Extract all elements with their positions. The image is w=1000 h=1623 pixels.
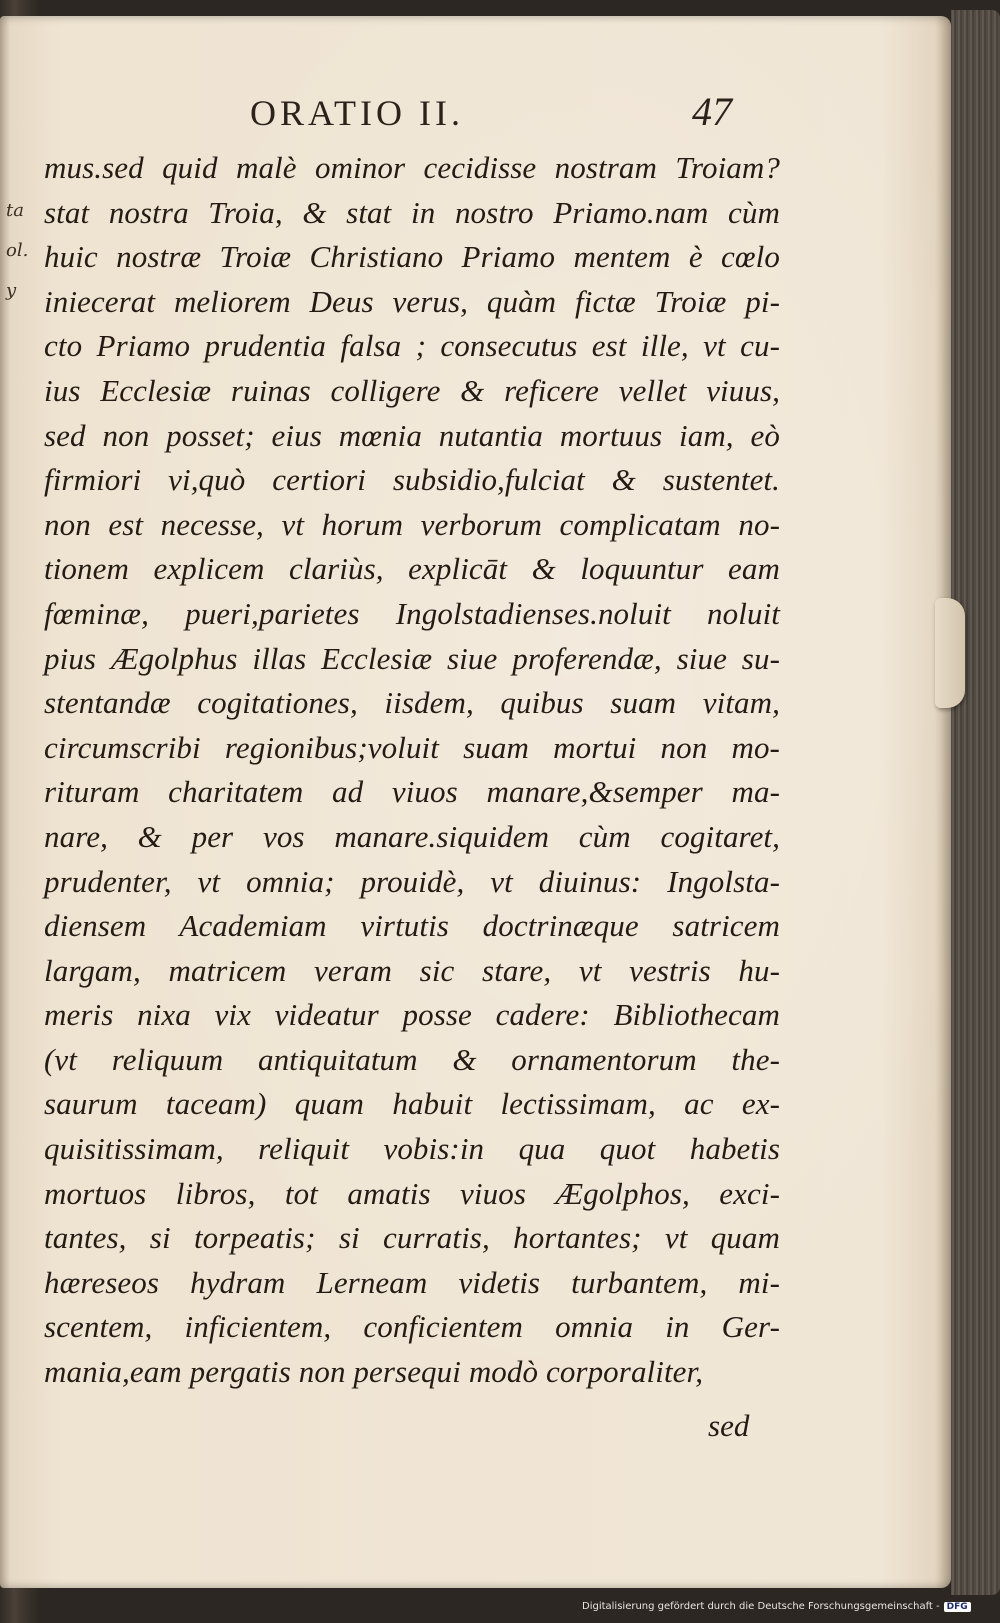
- text-line: quisitissimam, reliquit vobis:in qua quot habetis: [44, 1131, 780, 1167]
- text-line: scentem, inficientem, conficientem omnia in Ger-: [44, 1309, 780, 1345]
- text-line: firmiori vi,quò certiori subsidio,fulciat & sustentet.: [44, 462, 780, 498]
- text-line: stat nostra Troia, & stat in nostro Priamo.nam cùm: [44, 194, 780, 230]
- text-line: sed non posset; eius mœnia nutantia mortuus iam, eò: [44, 417, 780, 453]
- running-head: ORATIO II.: [250, 93, 464, 133]
- text-line: ius Ecclesiæ ruinas colligere & reficere vellet viuus,: [44, 372, 780, 408]
- text-line: saurum taceam) quam habuit lectissimam, ac ex-: [44, 1086, 780, 1122]
- text-line: rituram charitatem ad viuos manare,&semper ma-: [44, 774, 780, 810]
- digitization-footer: [582, 1601, 971, 1612]
- book-page-edges: [951, 10, 1000, 1595]
- dfg-logo: DFG: [944, 1602, 971, 1612]
- text-line: pius Ægolphus illas Ecclesiæ siue proferendæ, siue su-: [44, 640, 780, 676]
- text-line: tantes, si torpeatis; si curratis, hortantes; vt quam: [44, 1220, 780, 1256]
- footer-text: Digitalisierung gefördert durch die Deutsche Forschungsgemeinschaft -: [582, 1601, 940, 1612]
- text-line: prudenter, vt omnia; prouidè, vt diuinus: Ingolsta-: [44, 863, 780, 899]
- text-line: largam, matricem veram sic stare, vt vestris hu-: [44, 952, 780, 988]
- text-line: non est necesse, vt horum verborum complicatam no-: [44, 506, 780, 542]
- text-line: nare, & per vos manare.siquidem cùm cogitaret,: [44, 818, 780, 854]
- body-text: [44, 146, 780, 1395]
- text-line: fœminæ, pueri,parietes Ingolstadienses.noluit noluit: [44, 595, 780, 631]
- text-line: hæreseos hydram Lerneam videtis turbantem, mi-: [44, 1264, 780, 1300]
- book-page: [0, 16, 951, 1588]
- text-line: iniecerat meliorem Deus verus, quàm fictæ Troiæ pi-: [44, 283, 780, 319]
- text-line: tionem explicem clariùs, explicāt & loquuntur eam: [44, 551, 780, 587]
- catchword: sed: [708, 1408, 750, 1443]
- text-line: mortuos libros, tot amatis viuos Ægolphos, exci-: [44, 1175, 780, 1211]
- text-line: mania,eam pergatis non persequi modò corporaliter,: [44, 1354, 704, 1390]
- text-line: huic nostræ Troiæ Christiano Priamo mentem è cœlo: [44, 239, 780, 275]
- text-line: (vt reliquum antiquitatum & ornamentorum the-: [44, 1041, 780, 1077]
- margin-notes: [6, 191, 28, 311]
- text-line: diensem Academiam virtutis doctrinæque satricem: [44, 908, 780, 944]
- text-line: stentandæ cogitationes, iisdem, quibus suam vitam,: [44, 685, 780, 721]
- text-line: cto Priamo prudentia falsa ; consecutus est ille, vt cu-: [44, 328, 780, 364]
- margin-note: ta: [6, 200, 24, 221]
- text-line: mus.sed quid malè ominor cecidisse nostram Troiam?: [44, 150, 780, 185]
- margin-note: y: [6, 280, 17, 301]
- margin-note: ol.: [6, 240, 29, 261]
- bookmark-tab: [935, 598, 965, 708]
- text-line: meris nixa vix videatur posse cadere: Bibliothecam: [44, 997, 780, 1033]
- text-line: circumscribi regionibus;voluit suam mortui non mo-: [44, 729, 780, 765]
- page-number: 47: [692, 89, 732, 134]
